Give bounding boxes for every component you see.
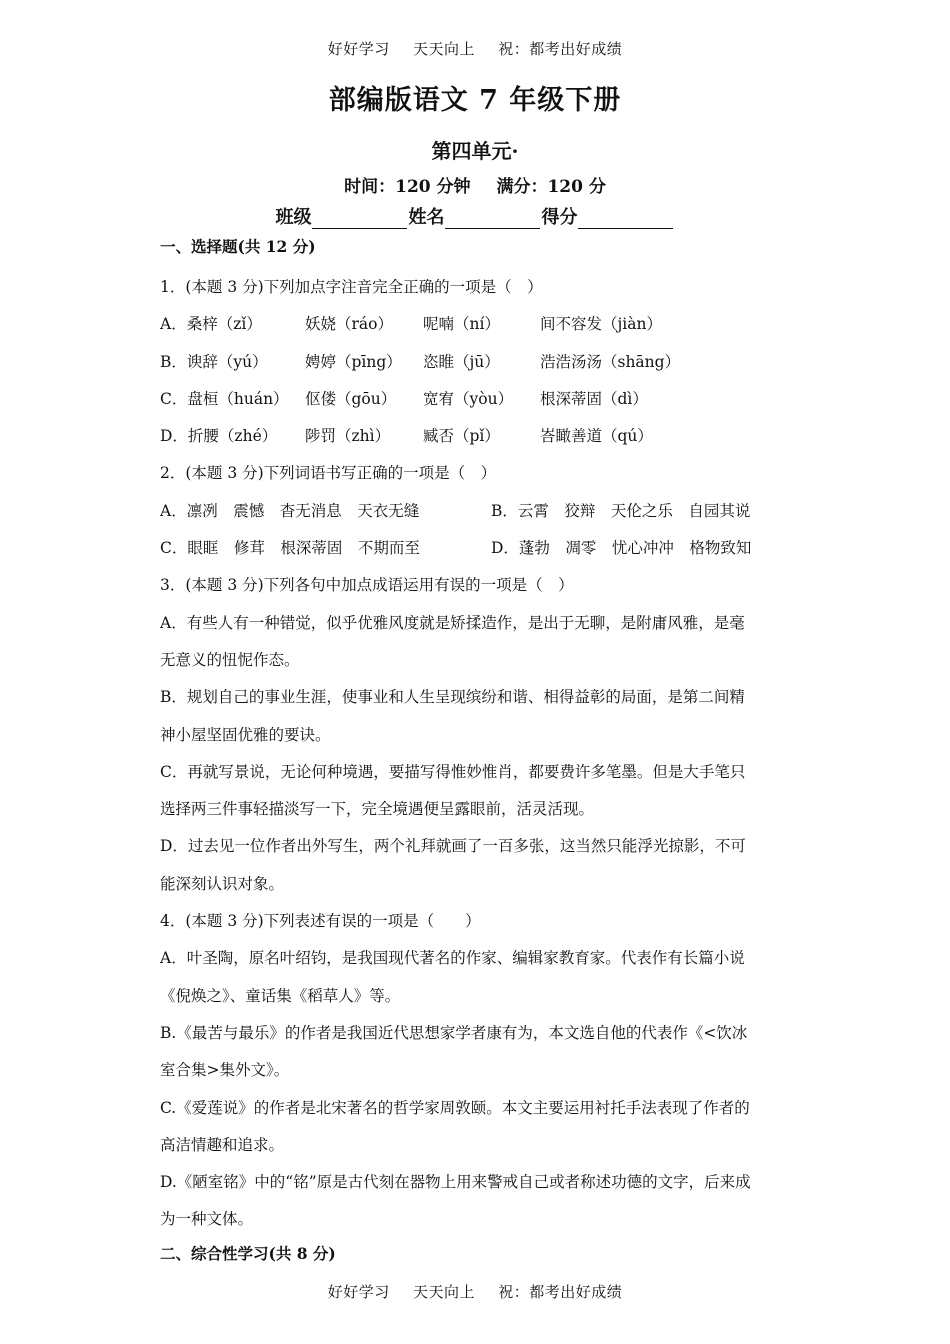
question-3-option-d-line1: D．过去见一位作者出外写生，两个礼拜就画了一百多张，这当然只能浮光掠影，不可 [160,837,746,856]
score-blank [578,210,673,229]
option-item: B．谀辞（yú） [160,352,268,371]
exam-time-info [0,172,950,197]
question-4-option-d-line2: 为一种文体。 [160,1210,254,1229]
question-3-option-b-line1: B．规划自己的事业生涯，使事业和人生呈现缤纷和谐、相得益彰的局面，是第二间精 [160,688,745,707]
question-3-stem: 3．(本题 3 分)下列各句中加点成语运用有误的一项是（ ） [160,576,574,595]
option-item: A．桑梓（zǐ） [160,315,262,334]
option-item: 臧否（pǐ） [423,427,500,446]
header-motto-3: 祝：都考出好成绩 [498,40,623,58]
page-header [0,38,950,59]
name-blank [445,210,540,229]
student-info-row [0,203,950,229]
section-heading-2: 二、综合性学习(共 8 分) [160,1243,336,1263]
header-motto-1: 好好学习 [327,40,390,58]
option-item: 根深蒂固（dì） [540,389,648,408]
unit-subtitle: 第四单元· [431,139,519,163]
question-3-option-a-line2: 无意义的忸怩作态。 [160,650,300,669]
option-item: B．云霄 狡辩 天伦之乐 自园其说 [491,501,751,520]
question-1-option-b [160,344,800,381]
question-4-option-a-line1: A．叶圣陶，原名叶绍钧，是我国现代著名的作家、编辑家教育家。代表作有长篇小说 [160,949,745,968]
option-item: 峇瞰善道（qú） [540,427,653,446]
question-1-option-d [160,418,800,455]
question-3-option-c-line2: 选择两三件事轻描淡写一下，完全境遇便呈露眼前，活灵活现。 [160,800,595,819]
option-item: 陟罚（zhì） [305,427,391,446]
question-4-option-a-line2: 《倪焕之》、童话集《稻草人》等。 [160,986,401,1005]
question-4-option-b-line2: 室合集>集外文》。 [160,1061,290,1080]
question-3-option-a-line1: A．有些人有一种错觉，似乎优雅风度就是矫揉造作，是出于无聊，是附庸风雅，是毫 [160,613,745,632]
page-title: 部编版语文 7 年级下册 [328,85,622,116]
question-4-option-c-line1: C.《爱莲说》的作者是北宋著名的哲学家周敦颐。本文主要运用衬托手法表现了作者的 [160,1098,750,1117]
header-motto-2: 天天向上 [412,40,475,58]
question-1-option-c [160,381,800,418]
question-4-option-d-line1: D.《陋室铭》中的“铭”原是古代刻在器物上用来警戒自己或者称述功德的文字，后来成 [160,1173,751,1192]
option-item: 宽宥（yòu） [423,389,514,408]
option-item: 间不容发（jiàn） [540,315,662,334]
page-footer [0,1281,950,1302]
class-label: 班级 [275,207,312,228]
footer-motto-2: 天天向上 [412,1283,475,1301]
option-item: 恣睢（jū） [423,352,500,371]
class-blank [312,210,407,229]
question-3-option-b-line2: 神小屋坚固优雅的要诀。 [160,725,331,744]
option-item: A．凛冽 震憾 杳无消息 天衣无缝 [160,501,420,520]
question-1-stem: 1．(本题 3 分)下列加点字注音完全正确的一项是（ ） [160,278,543,296]
question-4-stem: 4．(本题 3 分)下列表述有误的一项是（ ） [160,912,481,931]
option-item: 呢喃（ní） [423,315,500,334]
question-4-option-b-line1: B.《最苦与最乐》的作者是我国近代思想家学者康有为，本文选自他的代表作《<饮冰 [160,1023,748,1042]
option-item: 娉婷（pīng） [305,352,402,371]
question-2-options-ab [160,493,800,530]
footer-motto-3: 祝：都考出好成绩 [498,1283,623,1301]
question-4-option-c-line2: 高洁情趣和追求。 [160,1135,285,1154]
exam-content [160,232,800,1276]
option-item: 伛偻（gōu） [305,389,397,408]
option-item: D．蓬勃 凋零 忧心冲冲 格物致知 [491,539,752,558]
option-item: C．眼眶 修茸 根深蒂固 不期而至 [160,539,420,558]
question-2-stem: 2．(本题 3 分)下列词语书写正确的一项是（ ） [160,464,497,483]
question-3-option-d-line2: 能深刻认识对象。 [160,874,285,893]
full-score: 满分：120 分 [496,177,606,197]
option-item: 妖娆（ráo） [305,315,393,334]
footer-motto-1: 好好学习 [327,1283,390,1301]
question-3-option-c-line1: C．再就写景说，无论何种境遇，要描写得惟妙惟肖，都要费许多笔墨。但是大手笔只 [160,762,746,781]
score-label: 得分 [541,207,578,228]
option-item: 浩浩汤汤（shāng） [540,352,681,371]
question-1-option-a [160,306,800,343]
section-heading-1: 一、选择题(共 12 分) [160,237,316,256]
option-item: D．折腰（zhé） [160,427,278,446]
time-limit: 时间：120 分钟 [344,177,471,197]
question-2-options-cd [160,530,800,567]
name-label: 姓名 [408,207,445,228]
option-item: C．盘桓（huán） [160,389,289,408]
